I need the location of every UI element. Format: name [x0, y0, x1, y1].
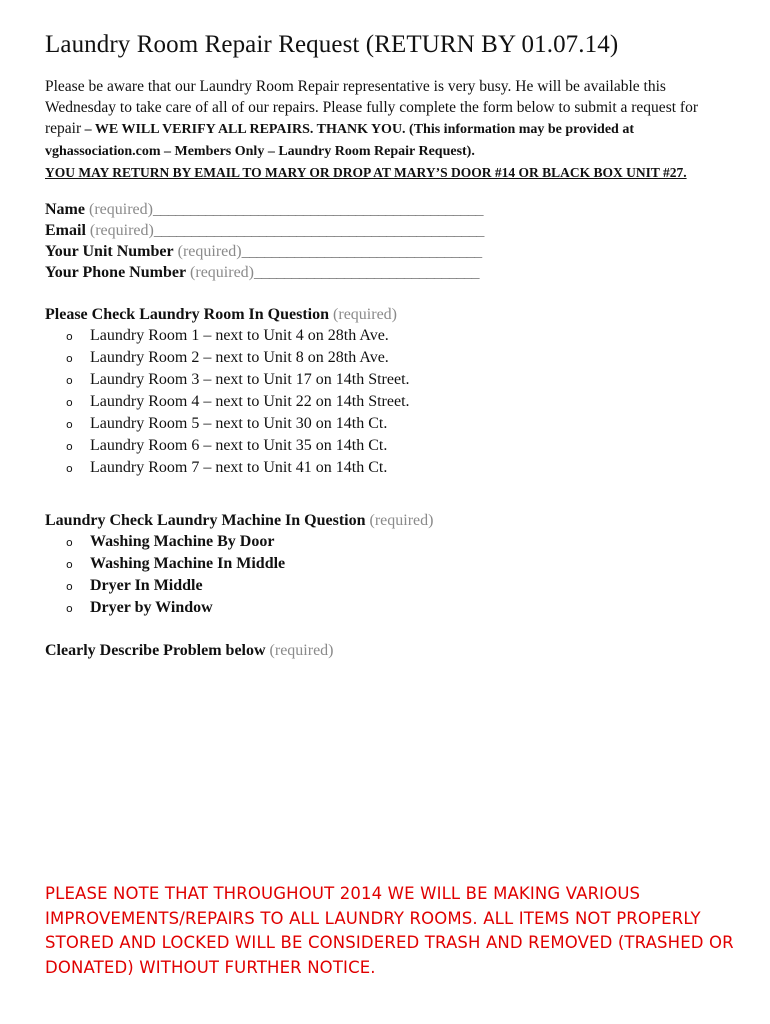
section-heading: Laundry Check Laundry Machine In Question [45, 512, 366, 529]
machine-heading [45, 510, 735, 531]
phone-number-field[interactable] [45, 262, 735, 283]
required-note: (required) [173, 243, 242, 260]
required-note: (required) [85, 222, 154, 239]
radio-bullet-icon[interactable]: o [66, 602, 73, 615]
section-heading: Please Check Laundry Room In Question [45, 306, 330, 323]
radio-bullet-icon[interactable]: o [66, 330, 73, 343]
radio-bullet-icon[interactable]: o [66, 558, 73, 571]
laundry-room-options [45, 325, 735, 479]
option-label: Laundry Room 6 – next to Unit 35 on 14th Ct. [90, 437, 388, 454]
radio-bullet-icon[interactable]: o [66, 580, 73, 593]
section-heading: Clearly Describe Problem below [45, 642, 266, 659]
machine-option-4[interactable] [66, 597, 735, 619]
option-label: Washing Machine In Middle [90, 555, 286, 572]
required-note: (required) [84, 201, 153, 218]
required-note: (required) [265, 642, 334, 659]
required-note: (required) [186, 264, 255, 281]
page-title: Laundry Room Repair Request (RETURN BY 01.07.14) [45, 31, 619, 58]
unit-number-field[interactable] [45, 241, 735, 262]
laundry-room-option-4[interactable] [66, 391, 735, 413]
option-label: Laundry Room 5 – next to Unit 30 on 14th Ct. [90, 415, 388, 432]
fill-line: ______________________________ [254, 264, 480, 281]
option-label: Laundry Room 4 – next to Unit 22 on 14th Street. [90, 393, 410, 410]
laundry-room-option-6[interactable] [66, 435, 735, 457]
laundry-room-option-5[interactable] [66, 413, 735, 435]
intro-paragraph [45, 76, 735, 183]
option-label: Dryer In Middle [90, 577, 203, 594]
intro-bold-text: – WE WILL VERIFY ALL REPAIRS. THANK YOU. (This information may be provided at vghassociation.com – Members Only – Laundry Room Repair Request). [45, 122, 634, 159]
email-field[interactable] [45, 220, 735, 241]
radio-bullet-icon[interactable]: o [66, 396, 73, 409]
field-label: Name [45, 201, 85, 218]
improvements-notice: PLEASE NOTE THAT THROUGHOUT 2014 WE WILL BE MAKING VARIOUS IMPROVEMENTS/REPAIRS TO ALL LAUNDRY ROOMS. ALL ITEMS NOT PROPERLY STORED AND LOCKED WILL BE CONSIDERED TRASH AND REMOVED (TRASHED OR DONATED) WITHOUT FURTHER NOTICE. [45, 884, 734, 977]
laundry-room-option-2[interactable] [66, 347, 735, 369]
radio-bullet-icon[interactable]: o [66, 462, 73, 475]
laundry-room-section [45, 304, 735, 479]
option-label: Laundry Room 1 – next to Unit 4 on 28th Ave. [90, 327, 389, 344]
intro-text: Please be aware that our Laundry Room Repair representative is very busy. He will be available this Wednesday to take care of all of our repairs. Please fully complete the form below to submit a request for repair [45, 78, 698, 137]
machine-option-3[interactable] [66, 575, 735, 597]
radio-bullet-icon[interactable]: o [66, 440, 73, 453]
laundry-room-option-3[interactable] [66, 369, 735, 391]
field-label: Email [45, 222, 86, 239]
required-note: (required) [365, 512, 434, 529]
option-label: Laundry Room 2 – next to Unit 8 on 28th Ave. [90, 349, 389, 366]
machine-option-2[interactable] [66, 553, 735, 575]
laundry-room-option-7[interactable] [66, 457, 735, 479]
name-field[interactable] [45, 199, 735, 220]
field-label: Your Unit Number [45, 243, 174, 260]
laundry-room-option-1[interactable] [66, 325, 735, 347]
radio-bullet-icon[interactable]: o [66, 418, 73, 431]
fill-line: ________________________________ [241, 243, 482, 260]
machine-section [45, 510, 735, 619]
fill-line: ____________________________________________ [153, 222, 484, 239]
required-note: (required) [329, 306, 397, 323]
option-label: Laundry Room 7 – next to Unit 41 on 14th Ct. [90, 459, 388, 476]
radio-bullet-icon[interactable]: o [66, 352, 73, 365]
contact-fields [45, 199, 735, 283]
fill-line: ____________________________________________ [152, 201, 483, 218]
radio-bullet-icon[interactable]: o [66, 536, 73, 549]
field-label: Your Phone Number [45, 264, 187, 281]
return-instructions: YOU MAY RETURN BY EMAIL TO MARY OR DROP AT MARY’S DOOR #14 OR BLACK BOX UNIT #27. [45, 165, 687, 180]
option-label: Dryer by Window [90, 599, 213, 616]
form-page [45, 26, 735, 661]
describe-problem-section[interactable] [45, 640, 735, 661]
option-label: Laundry Room 3 – next to Unit 17 on 14th Street. [90, 371, 410, 388]
option-label: Washing Machine By Door [90, 533, 275, 550]
machine-option-1[interactable] [66, 531, 735, 553]
machine-options [45, 531, 735, 619]
laundry-room-heading [45, 304, 735, 325]
radio-bullet-icon[interactable]: o [66, 374, 73, 387]
